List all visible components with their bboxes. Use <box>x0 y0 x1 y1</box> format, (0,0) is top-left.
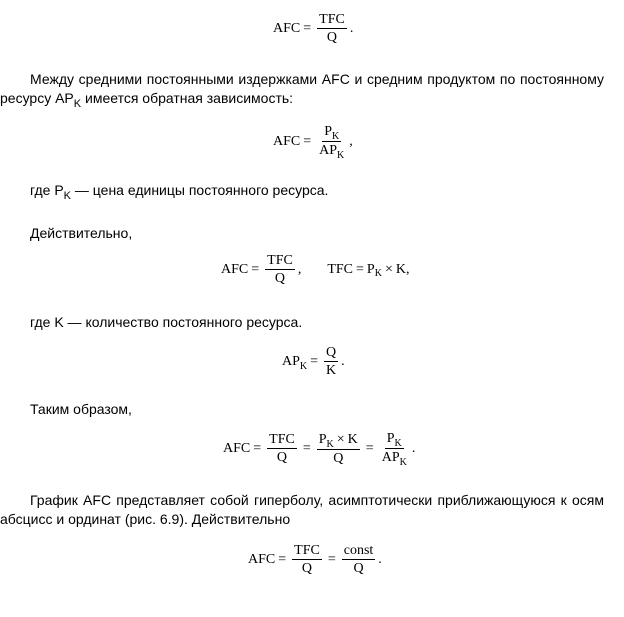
fraction-denominator: Q <box>326 30 338 45</box>
subscript: K <box>337 150 345 161</box>
paragraph-text: Между средними постоянными издержками AFC и средним продуктом по постоянному ресурсу AP <box>0 71 604 106</box>
eq-sign: = <box>303 20 312 36</box>
paragraph-text-tail: имеется обратная зависимость: <box>81 90 294 106</box>
fraction-denominator: Q <box>274 271 286 286</box>
fraction <box>292 543 322 576</box>
symbol: P <box>318 431 327 447</box>
formula-apk-q-k <box>282 345 345 378</box>
eq-sign: = <box>253 440 262 456</box>
fraction-numerator <box>322 124 341 142</box>
paragraph-hyperbola <box>0 491 604 529</box>
paragraph-pk-definition <box>0 181 604 202</box>
paragraph-text: График AFC представляет собой гиперболу, асимптотически приближающуюся к осям абсцисс и ординат (рис. 6.9). Действительно <box>0 492 604 527</box>
fraction-denominator <box>317 142 346 159</box>
symbol: AP <box>381 450 400 465</box>
subscript: K <box>63 190 72 202</box>
fraction-numerator: Q <box>326 345 337 360</box>
fraction-denominator: K <box>326 363 337 378</box>
fraction <box>265 253 295 286</box>
punctuation: , <box>297 261 302 277</box>
eq-sign: = <box>356 261 364 277</box>
subscript: K <box>299 360 308 372</box>
formula-afc-chain <box>223 431 415 466</box>
fraction-numerator: TFC <box>269 432 295 447</box>
fraction-denominator: Q <box>301 561 313 576</box>
fraction <box>317 432 360 466</box>
times-sign: × <box>384 261 393 277</box>
subscript: K <box>73 98 82 110</box>
eq-sign: = <box>302 440 311 456</box>
eq-term: AFC <box>273 133 301 149</box>
symbol: K <box>347 431 358 447</box>
fraction-numerator: const <box>343 543 374 558</box>
symbol: K <box>395 261 406 277</box>
subscript: K <box>331 131 340 142</box>
eq-sign: = <box>278 551 287 567</box>
fraction-denominator: Q <box>333 450 344 466</box>
punctuation: . <box>378 551 382 567</box>
fraction-denominator: Q <box>276 450 288 465</box>
paragraph-indeed <box>0 224 604 243</box>
eq-sign: = <box>365 440 374 456</box>
eq-term: AFC <box>273 20 301 36</box>
eq-term: AFC <box>248 551 276 567</box>
paragraph-text: где P <box>30 182 64 198</box>
punctuation: . <box>349 20 354 36</box>
symbol: AP <box>282 353 300 369</box>
eq-sign: = <box>310 353 319 369</box>
eq-sign: = <box>327 551 336 567</box>
punctuation: . <box>341 353 345 369</box>
paragraph-text: где K — количество постоянного ресурса. <box>30 314 303 330</box>
paragraph-text: Таким образом, <box>30 401 132 417</box>
symbol: P <box>386 431 395 446</box>
paragraph-text-tail: — цена единицы постоянного ресурса. <box>71 182 329 198</box>
eq-sign: = <box>251 261 260 277</box>
fraction-denominator: Q <box>353 561 364 576</box>
formula-afc-pk-apk <box>273 124 353 159</box>
fraction-numerator <box>385 431 404 449</box>
subscript: K <box>394 438 402 449</box>
times-sign: × <box>336 431 345 447</box>
subscript: K <box>399 457 407 468</box>
eq-term <box>282 354 307 370</box>
eq-term: TFC <box>327 261 354 277</box>
fraction-numerator: TFC <box>319 12 345 27</box>
punctuation: . <box>411 440 416 456</box>
subscript: K <box>374 268 382 279</box>
eq-term: AFC <box>223 440 251 456</box>
symbol: AP <box>319 143 338 158</box>
punctuation: , <box>349 133 353 149</box>
eq-term: AFC <box>221 261 249 277</box>
fraction <box>380 431 409 466</box>
fraction <box>317 124 346 159</box>
fraction <box>324 345 338 378</box>
paragraph-text: Действительно, <box>30 225 133 241</box>
punctuation: , <box>405 261 410 277</box>
paragraph-thus <box>0 400 604 419</box>
formula-afc-tfc-q <box>273 12 353 45</box>
symbol: P <box>366 261 375 277</box>
symbol: P <box>324 124 332 139</box>
fraction <box>317 12 347 45</box>
formula-afc-and-tfc <box>221 253 409 286</box>
fraction-numerator <box>317 432 360 450</box>
paragraph-inverse-relation <box>0 70 604 110</box>
formula-afc-const <box>248 543 382 576</box>
fraction-numerator: TFC <box>294 543 320 558</box>
fraction <box>342 543 376 576</box>
fraction-numerator: TFC <box>267 253 293 268</box>
fraction-denominator <box>380 449 409 466</box>
eq-sign: = <box>303 133 312 149</box>
fraction <box>267 432 297 465</box>
subscript: K <box>326 438 334 450</box>
paragraph-k-definition <box>0 313 604 332</box>
